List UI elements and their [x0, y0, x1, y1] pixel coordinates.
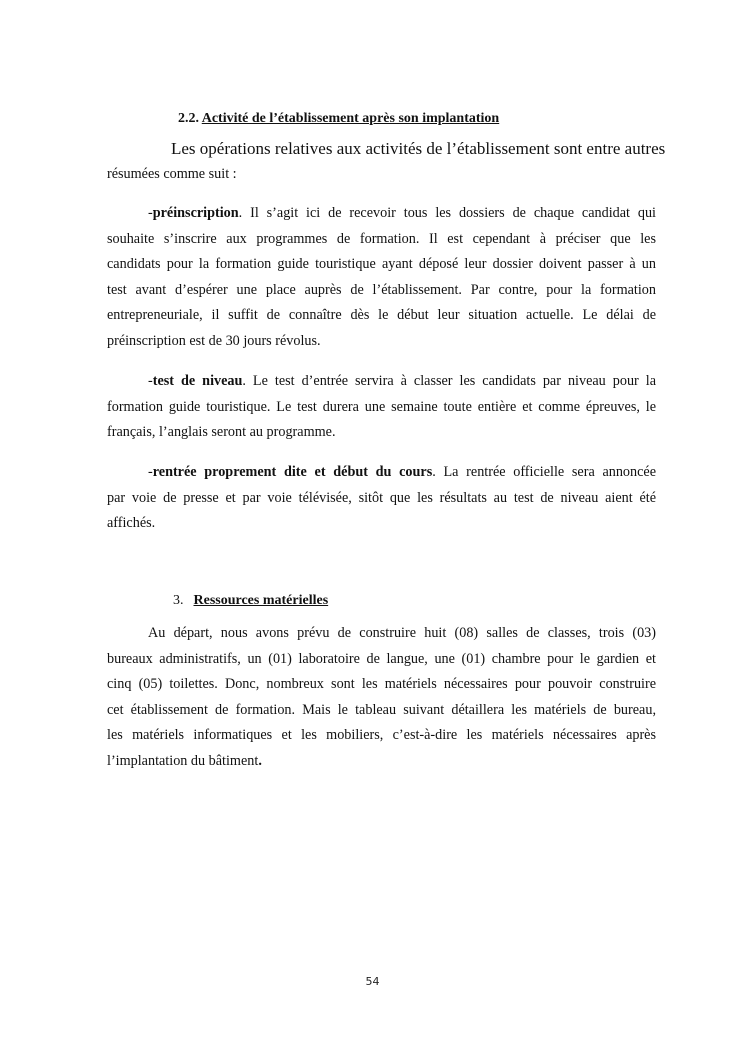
- section-title: Activité de l’établissement après son implantation: [201, 111, 500, 126]
- section-2-2-heading: [178, 111, 499, 127]
- dash-prefix: -: [148, 373, 153, 389]
- term-preinscription: préinscription: [152, 205, 239, 221]
- paragraph-line: [107, 749, 656, 775]
- test-niveau-paragraph: [107, 369, 656, 446]
- preinscription-paragraph: [107, 201, 656, 354]
- section-3-heading: [173, 593, 328, 609]
- paragraph-line: test avant d’espérer une place auprès de l’établissement. Par contre, pour la formation: [107, 281, 656, 298]
- paragraph-line: cet établissement de formation. Mais le tableau suivant détaillera les matériels de bureau,: [107, 701, 656, 718]
- paragraph-line: Au départ, nous avons prévu de construire huit (08) salles de classes, trois (03): [148, 625, 656, 641]
- line-rest: . Il s’agit ici de recevoir tous les dossiers de chaque candidat qui: [238, 205, 656, 221]
- section-title: Ressources matérielles: [193, 593, 329, 608]
- line-rest: . La rentrée officielle sera annoncée: [432, 464, 657, 480]
- intro-line-1: Les opérations relatives aux activités de l’établissement sont entre autres: [171, 139, 666, 158]
- last-punct: .: [258, 752, 262, 769]
- ressources-paragraph: [107, 621, 656, 774]
- page-number: 54: [365, 975, 380, 988]
- paragraph-line: souhaite s’inscrire aux programmes de formation. Il est cependant à préciser que les: [107, 230, 656, 247]
- paragraph-line: formation guide touristique. Le test durera une semaine toute entière et comme épreuves, le: [107, 398, 656, 415]
- paragraph-line: affichés.: [107, 515, 156, 531]
- paragraph-line: [107, 460, 656, 486]
- paragraph-line: cinq (05) toilettes. Donc, nombreux sont les matériels nécessaires pour pouvoir construire: [107, 676, 656, 692]
- dash-prefix: -: [148, 464, 153, 480]
- dash-prefix: -: [148, 205, 153, 221]
- term-rentree: rentrée proprement dite et début du cours: [152, 464, 433, 480]
- section-number: 3.: [173, 593, 184, 608]
- paragraph-line: les matériels informatiques et les mobiliers, c’est-à-dire les matériels nécessaires après: [107, 727, 656, 743]
- paragraph-line: préinscription est de 30 jours révolus.: [107, 332, 321, 349]
- section-number: 2.2.: [178, 111, 199, 126]
- paragraph-line: entrepreneuriale, il suffit de connaître dès le début leur situation actuelle. Le délai de: [107, 307, 656, 323]
- rentree-paragraph: [107, 460, 656, 537]
- last-line-text: l’implantation du bâtiment: [107, 752, 259, 769]
- paragraph-line: [107, 369, 656, 395]
- term-test-niveau: test de niveau: [152, 373, 243, 389]
- intro-paragraph: [107, 136, 666, 187]
- paragraph-line: bureaux administratifs, un (01) laboratoire de langue, une (01) chambre pour le gardien et: [107, 650, 656, 667]
- paragraph-line: français, l’anglais seront au programme.: [107, 424, 336, 440]
- line-rest: . Le test d’entrée servira à classer les candidats par niveau pour la: [242, 373, 656, 389]
- paragraph-line: [107, 201, 656, 227]
- paragraph-line: par voie de presse et par voie télévisée, sitôt que les résultats au test de niveau aient été: [107, 489, 656, 506]
- paragraph-line: candidats pour la formation guide touristique ayant déposé leur dossier doivent passer à un: [107, 256, 656, 272]
- paragraph-line: [107, 136, 666, 162]
- paragraph-line: résumées comme suit :: [107, 165, 237, 182]
